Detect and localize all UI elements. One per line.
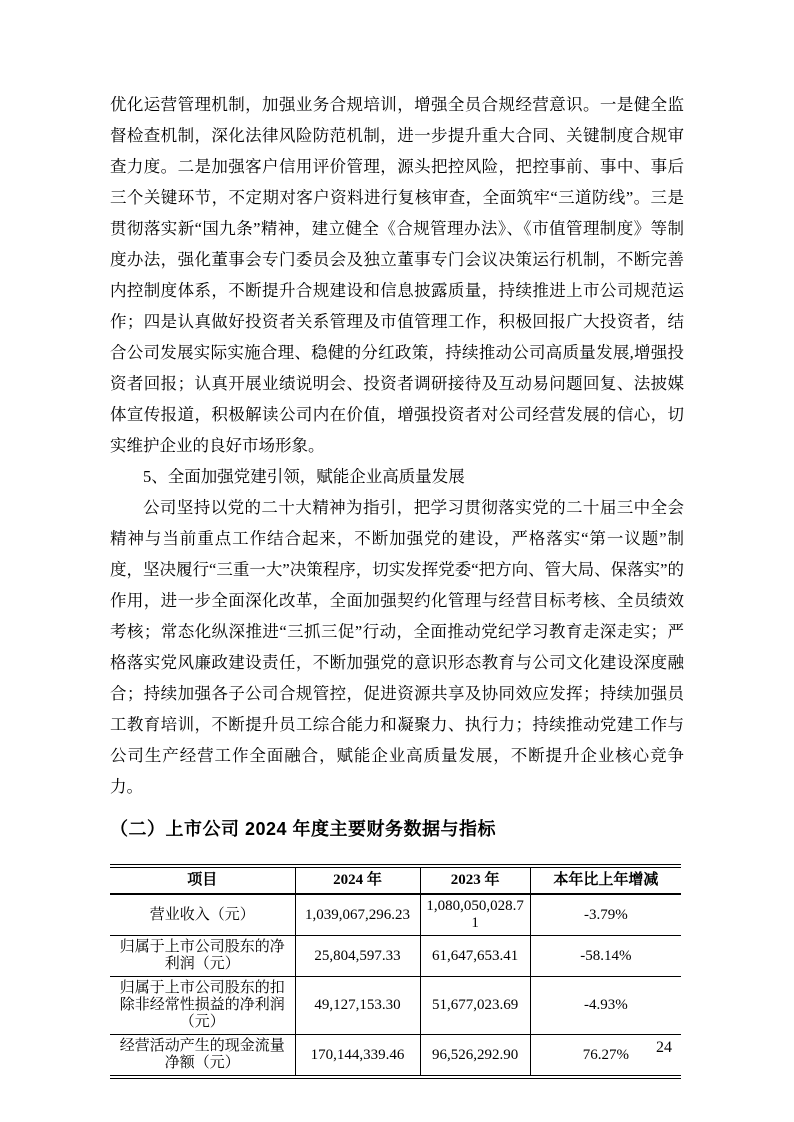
table-row-operating-cash-flow — [110, 1035, 681, 1078]
value-2024: 25,804,597.33 — [295, 936, 420, 977]
row-label: 经营活动产生的现金流量净额（元） — [119, 1038, 285, 1071]
column-header-2024: 2024 年 — [295, 866, 420, 894]
value-2024: 170,144,339.46 — [295, 1035, 420, 1078]
value-2023: 96,526,292.90 — [420, 1035, 530, 1078]
value-2023: 61,647,653.41 — [420, 936, 530, 977]
value-2024: 49,127,153.30 — [295, 977, 420, 1035]
table-row-revenue — [110, 894, 681, 936]
column-header-2023: 2023 年 — [420, 866, 530, 894]
value-change: -4.93% — [530, 977, 681, 1035]
section-heading-financial-data: （二）上市公司 2024 年度主要财务数据与指标 — [110, 819, 497, 839]
value-2024: 1,039,067,296.23 — [295, 894, 420, 936]
value-2023: 51,677,023.69 — [420, 977, 530, 1035]
value-change: -3.79% — [530, 894, 681, 936]
table-header-row — [110, 866, 681, 894]
paragraph-compliance-management: 优化运营管理机制，加强业务合规培训，增强全员合规经营意识。一是健全监督检查机制，深化法律风险防范机制，进一步提升重大合同、关键制度合规审查力度。二是加强客户信用评价管理，源头把控风险，把控事前、事中、事后三个关键环节，不定期对客户资料进行复核审查，全面筑牢“三道防线”。三是贯彻落实新“国九条”精神，建立健全《合规管理办法》、《市值管理制度》等制度办法，强化董事会专门委员会及独立董事专门会议决策运行机制，不断完善内控制度体系，不断提升合规建设和信息披露质量，持续推进上市公司规范运作；四是认真做好投资者关系管理及市值管理工作，积极回报广大投资者，结合公司发展实际实施合理、稳健的分红政策，持续推动公司高质量发展,增强投资者回报；认真开展业绩说明会、投资者调研接待及互动易问题回复、法披媒体宣传报道，积极解读公司内在价值，增强投资者对公司经营发展的信心，切实维护企业的良好市场形象。 — [110, 95, 684, 455]
paragraph-party-building: 公司坚持以党的二十大精神为指引，把学习贯彻落实党的二十届三中全会精神与当前重点工作结合起来，不断加强党的建设，严格落实“第一议题”制度，坚决履行“三重一大”决策程序，切实发挥党委“把方向、管大局、保落实”的作用，进一步全面深化改革，全面加强契约化管理与经营目标考核、全员绩效考核；常态化纵深推进“三抓三促”行动，全面推动党纪学习教育走深走实；严格落实党风廉政建设责任，不断加强党的意识形态教育与公司文化建设深度融合；持续加强各子公司合规管控，促进资源共享及协同效应发挥；持续加强员工教育培训，不断提升员工综合能力和凝聚力、执行力；持续推动党建工作与公司生产经营工作全面融合，赋能企业高质量发展，不断提升企业核心竞争力。 — [110, 498, 684, 796]
value-change: 76.27% — [530, 1035, 681, 1078]
page-number: 24 — [656, 1039, 672, 1056]
row-label: 营业收入（元） — [149, 906, 255, 923]
row-label: 归属于上市公司股东的扣除非经常性损益的净利润（元） — [119, 980, 285, 1030]
value-change: -58.14% — [530, 936, 681, 977]
value-2023: 1,080,050,028.71 — [420, 894, 530, 936]
financial-data-table — [110, 864, 681, 1079]
row-label: 归属于上市公司股东的净利润（元） — [119, 939, 285, 972]
column-header-yoy-change: 本年比上年增减 — [530, 866, 681, 894]
subheading-party-building: 5、全面加强党建引领，赋能企业高质量发展 — [143, 467, 465, 486]
column-header-item: 项目 — [187, 872, 218, 888]
table-row-net-profit-excl-nonrecurring — [110, 977, 681, 1035]
page-content — [110, 89, 684, 1079]
table-row-net-profit — [110, 936, 681, 977]
